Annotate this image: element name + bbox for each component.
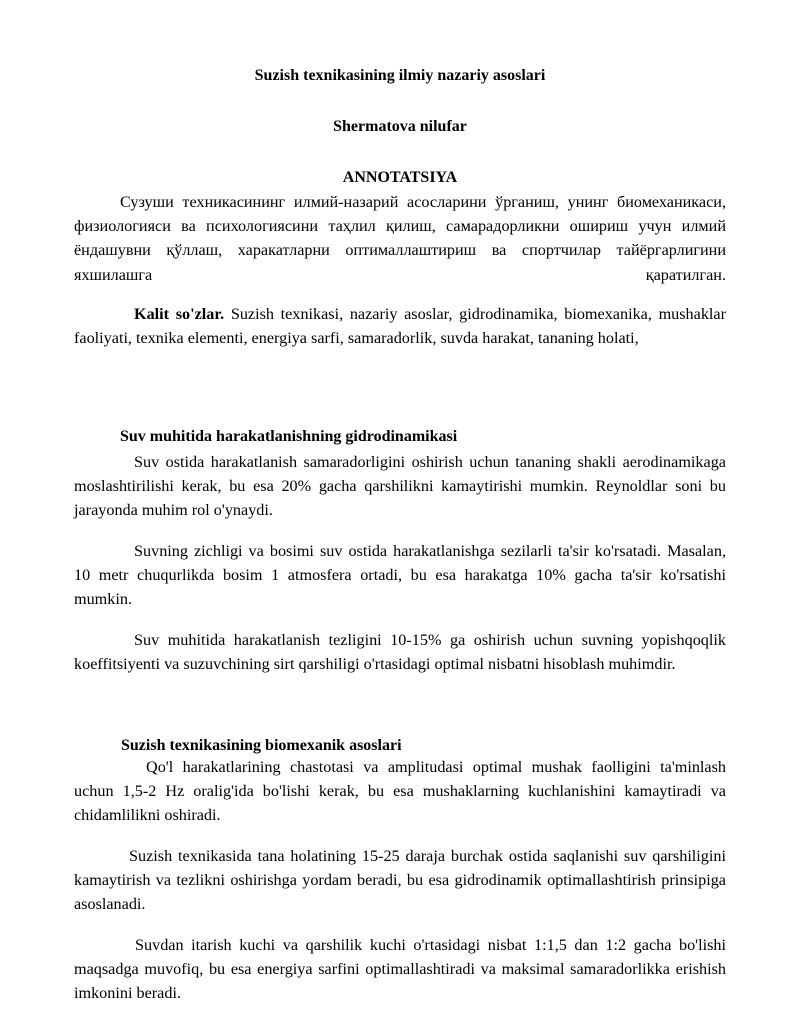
author-name: Shermatova nilufar bbox=[333, 118, 467, 135]
annotation-text: Сузуши техникасининг илмий-назарий асосларини ўрганиш, унинг биомеханикаси, физиологияси ва психологиясини таҳлил қилиш, самарадорликни ошириш учун илмий ёндашувни қўллаш, харакатларни оптималлаштириш ва спортчилар тайёргарлигини яхшилашга қаратилган. bbox=[74, 193, 726, 284]
section2-paragraph-3: Suvdan itarish kuchi va qarshilik kuchi o'rtasidagi nisbat 1:1,5 dan 1:2 gacha bo'lishi maqsadga muvofiq, bu esa energiya sarfini optimallashtiradi va maksimal samaradorlikka erishish imkonini beradi. bbox=[74, 936, 726, 1003]
section1-heading: Suv muhitida harakatlanishning gidrodinamikasi bbox=[120, 428, 458, 445]
section1-paragraph-2: Suvning zichligi va bosimi suv ostida harakatlanishga sezilarli ta'sir ko'rsatadi. Masalan, 10 metr chuqurlikda bosim 1 atmosfera ortadi, bu esa harakatga 10% gacha ta'sir ko'rsatishi mumkin. bbox=[74, 542, 726, 609]
document-title: Suzish texnikasining ilmiy nazariy asoslari bbox=[254, 67, 546, 84]
section1-paragraph-1: Suv ostida harakatlanish samaradorligini oshirish uchun tananing shakli aerodinamikaga moslashtirilishi kerak, bu esa 20% gacha qarshilikni kamaytirishi mumkin. Reynoldlar soni bu jarayonda muhim rol o'ynaydi. bbox=[74, 453, 726, 520]
keywords-label: Kalit so'zlar. bbox=[134, 305, 225, 323]
section2-heading: Suzish texnikasining biomexanik asoslari bbox=[121, 737, 402, 754]
section1-paragraph-3: Suv muhitida harakatlanish tezligini 10-15% ga oshirish uchun suvning yopishqoqlik koeffitsiyenti va suzuvchining sirt qarshiligi o'rtasidagi optimal nisbatni hisoblash muhimdir. bbox=[74, 631, 726, 674]
keywords-paragraph bbox=[74, 302, 726, 350]
annotation-heading: ANNOTATSIYA bbox=[342, 169, 458, 186]
keywords-text: Suzish texnikasi, nazariy asoslar, gidrodinamika, biomexanika, mushaklar faoliyati, texnika elementi, energiya sarfi, samaradorlik, suvda harakat, tananing holati, bbox=[74, 305, 727, 348]
section2-paragraph-1: Qo'l harakatlarining chastotasi va amplitudasi optimal mushak faolligini ta'minlash uchun 1,5-2 Hz oralig'ida bo'lishi kerak, bu esa mushaklarning kuchlanishini kamaytiradi va chidamlilikni oshiradi. bbox=[74, 758, 726, 825]
section2-paragraph-2: Suzish texnikasida tana holatining 15-25 daraja burchak ostida saqlanishi suv qarshiligini kamaytirish va tezlikni oshirishga yordam beradi, bu esa gidrodinamik optimallashtirish prinsipiga asoslanadi. bbox=[74, 847, 726, 914]
